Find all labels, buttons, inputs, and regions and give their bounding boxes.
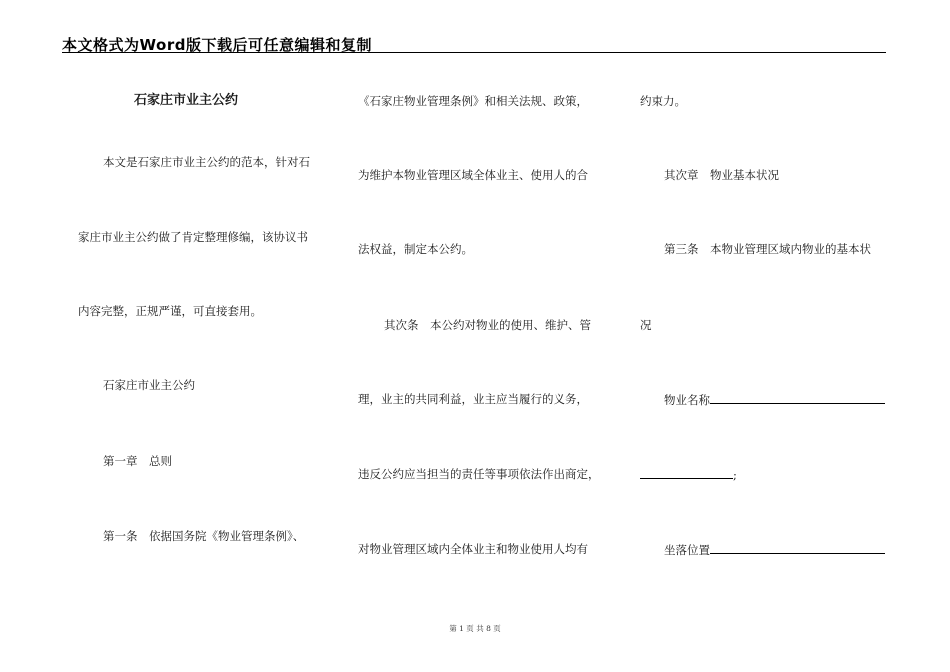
property-name-label: 物业名称 [664, 393, 710, 407]
article-1-line: 第一条 依据国务院《物业管理条例》、 [103, 529, 305, 543]
col3-line-1: 约束力。 [640, 94, 686, 108]
col2-line-1: 《石家庄物业管理条例》和相关法规、政策， [358, 94, 588, 108]
semicolon: ; [733, 468, 737, 482]
location-blank [710, 542, 885, 554]
article-2-line: 其次条 本公约对物业的使用、维护、管 [384, 318, 591, 332]
intro-line-2: 家庄市业主公约做了肯定整理修编，该协议书 [78, 230, 308, 244]
col2-line-3: 法权益，制定本公约。 [358, 242, 473, 256]
property-name-blank [710, 392, 885, 404]
property-name-cont-row [640, 467, 737, 482]
col3-line-4: 况 [640, 318, 652, 332]
col2-line-6: 违反公约应当担当的责任等事项依法作出商定， [358, 467, 600, 481]
property-name-blank-2 [640, 467, 733, 479]
intro-line-3: 内容完整，正规严谨，可直接套用。 [78, 304, 262, 318]
chapter-2-heading: 其次章 物业基本状况 [664, 168, 779, 182]
header-rule [62, 52, 886, 53]
location-label: 坐落位置 [664, 543, 710, 557]
chapter-1-heading: 第一章 总则 [103, 454, 172, 468]
col2-line-5: 理，业主的共同利益，业主应当履行的义务， [358, 392, 588, 406]
article-3-line: 第三条 本物业管理区域内物业的基本状 [664, 242, 871, 256]
doc-title: 石家庄市业主公约 [134, 93, 239, 108]
property-name-row [664, 392, 885, 407]
location-row [664, 542, 885, 557]
sub-title: 石家庄市业主公约 [103, 378, 195, 392]
page-footer: 第 1 页 共 8 页 [449, 624, 501, 633]
header-banner: 本文格式为Word版下载后可任意编辑和复制 [62, 36, 372, 54]
intro-line-1: 本文是石家庄市业主公约的范本，针对石 [103, 155, 310, 169]
col2-line-2: 为维护本物业管理区域全体业主、使用人的合 [358, 168, 588, 182]
col2-line-7: 对物业管理区域内全体业主和物业使用人均有 [358, 542, 588, 556]
